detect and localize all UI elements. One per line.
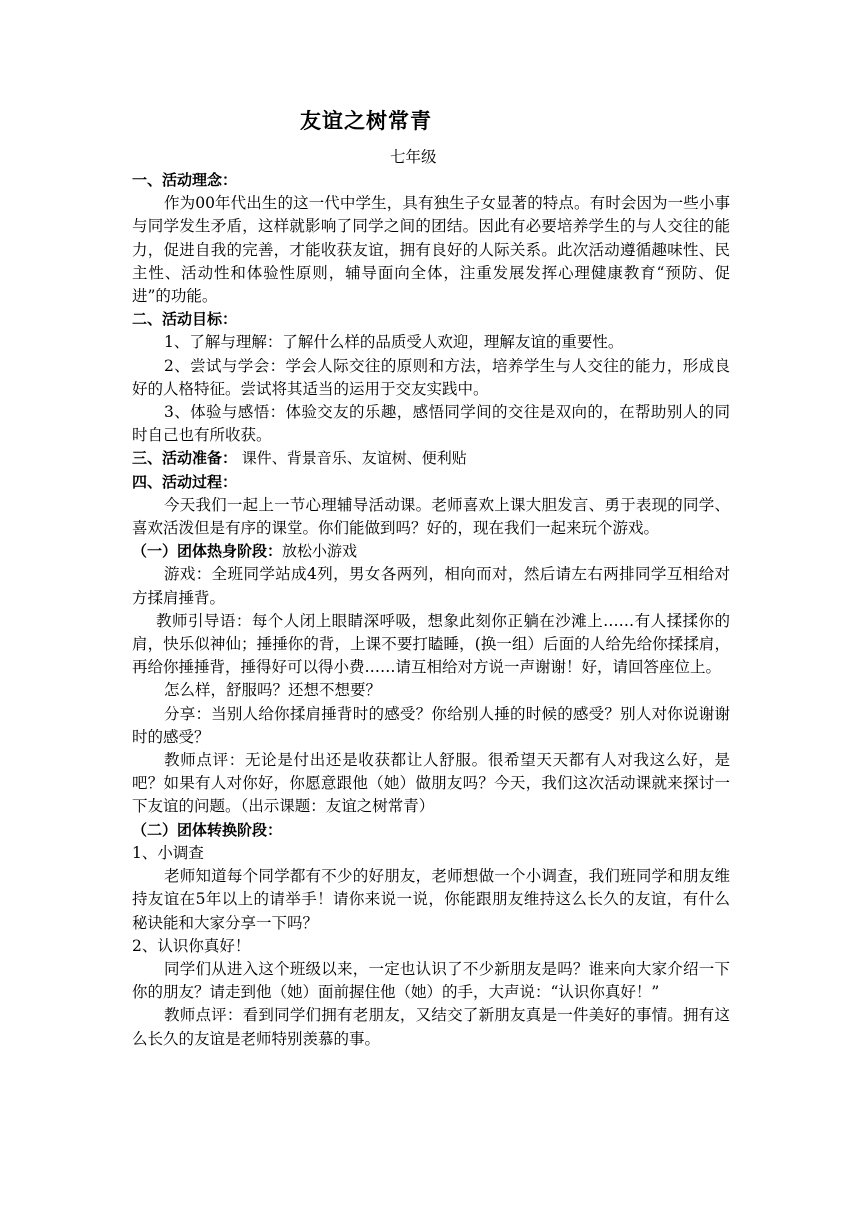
grade-label: 七年级 [390, 148, 437, 166]
section-heading-preparation-label: 三、活动准备： [132, 449, 238, 468]
paragraph-meet: 同学们从进入这个班级以来，一定也认识了不少新朋友是吗？谁来向大家介绍一下你的朋友？请走到他（她）面前握住他（她）的手，大声说：“认识你真好！” [132, 959, 730, 1002]
paragraph-intro: 今天我们一起上一节心理辅导活动课。老师喜欢上课大胆发言、勇于表现的同学、喜欢活泼但是有序的课堂。你们能做到吗？好的，现在我们一起来玩个游戏。 [132, 495, 730, 538]
stage-heading-warmup [132, 540, 730, 563]
goal-item-1: 1、了解与理解：了解什么样的品质受人欢迎，理解友谊的重要性。 [164, 333, 624, 352]
goal-item-2: 2、尝试与学会：学会人际交往的原则和方法，培养学生与人交往的能力，形成良好的人格特征。尝试将其适当的运用于交友实践中。 [132, 356, 730, 398]
paragraph-share: 分享：当别人给你揉肩捶背时的感受？你给别人捶的时候的感受？别人对你说谢谢时的感受？ [132, 704, 730, 746]
paragraph-survey: 老师知道每个同学都有不少的好朋友，老师想做一个小调查，我们班同学和朋友维持友谊在5年以上的请举手！请你来说一说，你能跟朋友维持这么长久的友谊，有什么秘诀能和大家分享一下吗？ [132, 867, 730, 932]
stage-warmup-topic: 放松小游戏 [282, 542, 358, 561]
paragraph-comment-1: 教师点评：无论是付出还是收获都让人舒服。很希望天天都有人对我这么好，是吧？如果有人对你好，你愿意跟他（她）做朋友吗？今天，我们这次活动课就来探讨一下友谊的问题。（出示课题：友谊之树常青） [132, 751, 730, 816]
item-title-meet: 2、认识你真好！ [132, 936, 251, 955]
paragraph-game: 游戏：全班同学站成4列，男女各两列，相向而对，然后请左右两排同学互相给对方揉肩捶背。 [132, 565, 730, 607]
item-title-survey: 1、小调查 [132, 843, 204, 862]
stage-heading-transition: （二）团体转换阶段： [132, 820, 283, 839]
paragraph-ask: 怎么样，舒服吗？还想不想要？ [164, 681, 382, 700]
page-title: 友谊之树常青 [300, 109, 432, 133]
paragraph-concept: 作为00年代出生的这一代中学生，具有独生子女显著的特点。有时会因为一些小事与同学发生矛盾，这样就影响了同学之间的团结。因此有必要培养学生的与人交往的能力，促进自我的完善，才能收获友谊，拥有良好的人际关系。此次活动遵循趣味性、民主性、活动性和体验性原则，辅导面向全体，注重发展发挥心理健康教育“预防、促进”的功能。 [132, 194, 730, 306]
section-heading-process: 四、活动过程： [132, 472, 238, 491]
goal-item-3: 3、体验与感悟：体验交友的乐趣，感悟同学间的交往是双向的，在帮助别人的同时自己也有所收获。 [132, 403, 730, 445]
section-heading-preparation [132, 447, 730, 470]
section-heading-goals: 二、活动目标： [132, 310, 238, 329]
section-heading-concept: 一、活动理念： [132, 171, 238, 189]
stage-heading-warmup-label: （一）团体热身阶段： [132, 542, 283, 561]
document-body [132, 169, 730, 1051]
preparation-list: 课件、背景音乐、友谊树、便利贴 [237, 449, 467, 468]
paragraph-guide: 教师引导语：每个人闭上眼睛深呼吸，想象此刻你正躺在沙滩上……有人揉揉你的肩，快乐似神仙；捶捶你的背，上课不要打瞌睡，(换一组）后面的人给先给你揉揉肩，再给你捶捶背，捶得好可以得小费……请互相给对方说一声谢谢！好，请回答座位上。 [132, 611, 730, 677]
paragraph-comment-2: 教师点评：看到同学们拥有老朋友，又结交了新朋友真是一件美好的事情。拥有这么长久的友谊是老师特别羡慕的事。 [132, 1006, 730, 1048]
